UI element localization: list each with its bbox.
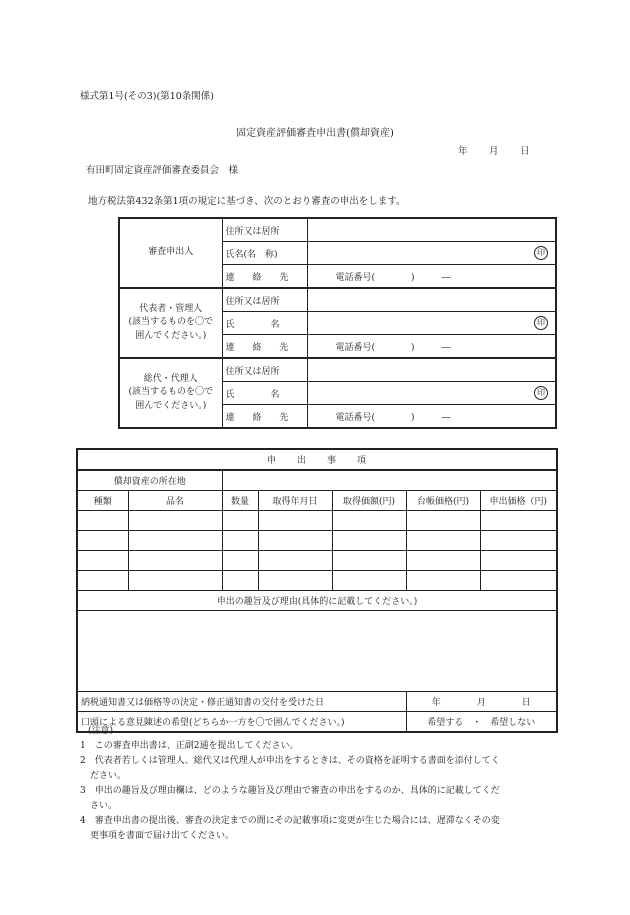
notice-date-label: 納税通知書又は価格等の決定・修正通知書の交付を受けた日 [77, 692, 406, 712]
phone-field[interactable]: 電話番号( ) ― [307, 265, 556, 289]
cell[interactable] [258, 531, 332, 551]
date-day-label: 日 [520, 146, 530, 157]
column-type: 種類 [77, 491, 128, 511]
location-label: 償却資産の所在地 [77, 470, 222, 491]
name-label: 氏 名 [222, 312, 307, 335]
cell[interactable] [332, 531, 406, 551]
cell[interactable] [480, 551, 557, 571]
address-label: 住所又は居所 [222, 288, 307, 312]
party-table [118, 217, 557, 429]
cell[interactable] [406, 551, 480, 571]
contact-label: 連 絡 先 [222, 265, 307, 289]
address-field[interactable] [307, 288, 556, 312]
seal-icon: 印 [534, 246, 548, 260]
group-label-applicant: 審査申出人 [119, 218, 222, 288]
column-ledger-value: 台帳価格(円) [406, 491, 480, 511]
notes-heading: (注意) [88, 726, 114, 736]
cell[interactable] [128, 551, 222, 571]
cell[interactable] [222, 571, 258, 591]
cell[interactable] [222, 531, 258, 551]
intro-text: 地方税法第432条第1項の規定に基づき、次のとおり審査の申出をします。 [88, 196, 406, 207]
name-label: 氏 名 [222, 382, 307, 405]
name-label: 氏名(名 称) [222, 242, 307, 265]
cell[interactable] [128, 531, 222, 551]
name-field[interactable] [307, 242, 556, 265]
table-row [77, 571, 557, 591]
notice-date-field[interactable]: 年 月 日 [406, 692, 557, 712]
date-year-label: 年 [458, 146, 468, 157]
cell[interactable] [77, 551, 128, 571]
location-field[interactable] [222, 470, 557, 491]
cell[interactable] [406, 571, 480, 591]
column-quantity: 数量 [222, 491, 258, 511]
reason-label: 申出の趣旨及び理由(具体的に記載してください。) [77, 591, 557, 611]
cell[interactable] [128, 511, 222, 531]
form-number: 様式第1号(その3)(第10条関係) [80, 91, 215, 102]
cell[interactable] [258, 551, 332, 571]
cell[interactable] [332, 571, 406, 591]
note-item: 1 この審査申出書は、正副2通を提出してください。 [80, 741, 299, 751]
address-label: 住所又は居所 [222, 358, 307, 382]
address-field[interactable] [307, 358, 556, 382]
cell[interactable] [258, 571, 332, 591]
cell[interactable] [332, 511, 406, 531]
cell[interactable] [332, 551, 406, 571]
address-field[interactable] [307, 218, 556, 242]
note-item: 2 代表者若しくは管理人、総代又は代理人が申出をするときは、その資格を証明する書面を添付してく [80, 756, 500, 766]
table-row [77, 531, 557, 551]
oral-statement-choice[interactable]: 希望する ・ 希望しない [406, 712, 557, 733]
table-row [77, 551, 557, 571]
note-item: 4 審査申出書の提出後、審査の決定までの間にその記載事項に変更が生じた場合には、遅滞なくその変 [80, 816, 500, 826]
note-item: さい。 [90, 801, 118, 811]
note-item: ださい。 [90, 771, 127, 781]
contact-label: 連 絡 先 [222, 405, 307, 429]
notes [80, 724, 500, 844]
cell[interactable] [406, 511, 480, 531]
cell[interactable] [77, 571, 128, 591]
request-header: 申 出 事 項 [77, 449, 557, 470]
group-label-agent: 総代・代理人 (該当するものを〇で 囲んでください。) [119, 358, 222, 428]
cell[interactable] [77, 531, 128, 551]
column-item-name: 品名 [128, 491, 222, 511]
oral-statement-label: 口頭による意見陳述の希望(どちらか一方を〇で囲んでください。) [77, 712, 406, 733]
form-title: 固定資産評価審査申出書(償却資産) [236, 128, 394, 139]
address-label: 住所又は居所 [222, 218, 307, 242]
addressee: 有田町固定資産評価審査委員会 様 [86, 165, 239, 176]
cell[interactable] [222, 551, 258, 571]
name-field[interactable] [307, 312, 556, 335]
note-item: 3 申出の趣旨及び理由欄は、どのような趣旨及び理由で審査の申出をするのか、具体的に記載してくだ [80, 786, 500, 796]
phone-field[interactable]: 電話番号( ) ― [307, 405, 556, 429]
reason-field[interactable] [77, 611, 557, 692]
name-field[interactable] [307, 382, 556, 405]
column-acquisition-cost: 取得価額(円) [332, 491, 406, 511]
cell[interactable] [480, 531, 557, 551]
cell[interactable] [77, 511, 128, 531]
cell[interactable] [480, 571, 557, 591]
cell[interactable] [480, 511, 557, 531]
group-label-representative: 代表者・管理人 (該当するものを〇で 囲んでください。) [119, 288, 222, 358]
cell[interactable] [222, 511, 258, 531]
date-month-label: 月 [489, 146, 499, 157]
seal-icon: 印 [534, 316, 548, 330]
column-acquisition-date: 取得年月日 [258, 491, 332, 511]
seal-icon: 印 [534, 386, 548, 400]
note-item: 更事項を書面で届け出てください。 [90, 831, 235, 841]
cell[interactable] [258, 511, 332, 531]
request-table [76, 448, 558, 733]
table-row [77, 511, 557, 531]
column-requested-value: 申出価格（円) [480, 491, 557, 511]
contact-label: 連 絡 先 [222, 335, 307, 359]
cell[interactable] [406, 531, 480, 551]
phone-field[interactable]: 電話番号( ) ― [307, 335, 556, 359]
cell[interactable] [128, 571, 222, 591]
